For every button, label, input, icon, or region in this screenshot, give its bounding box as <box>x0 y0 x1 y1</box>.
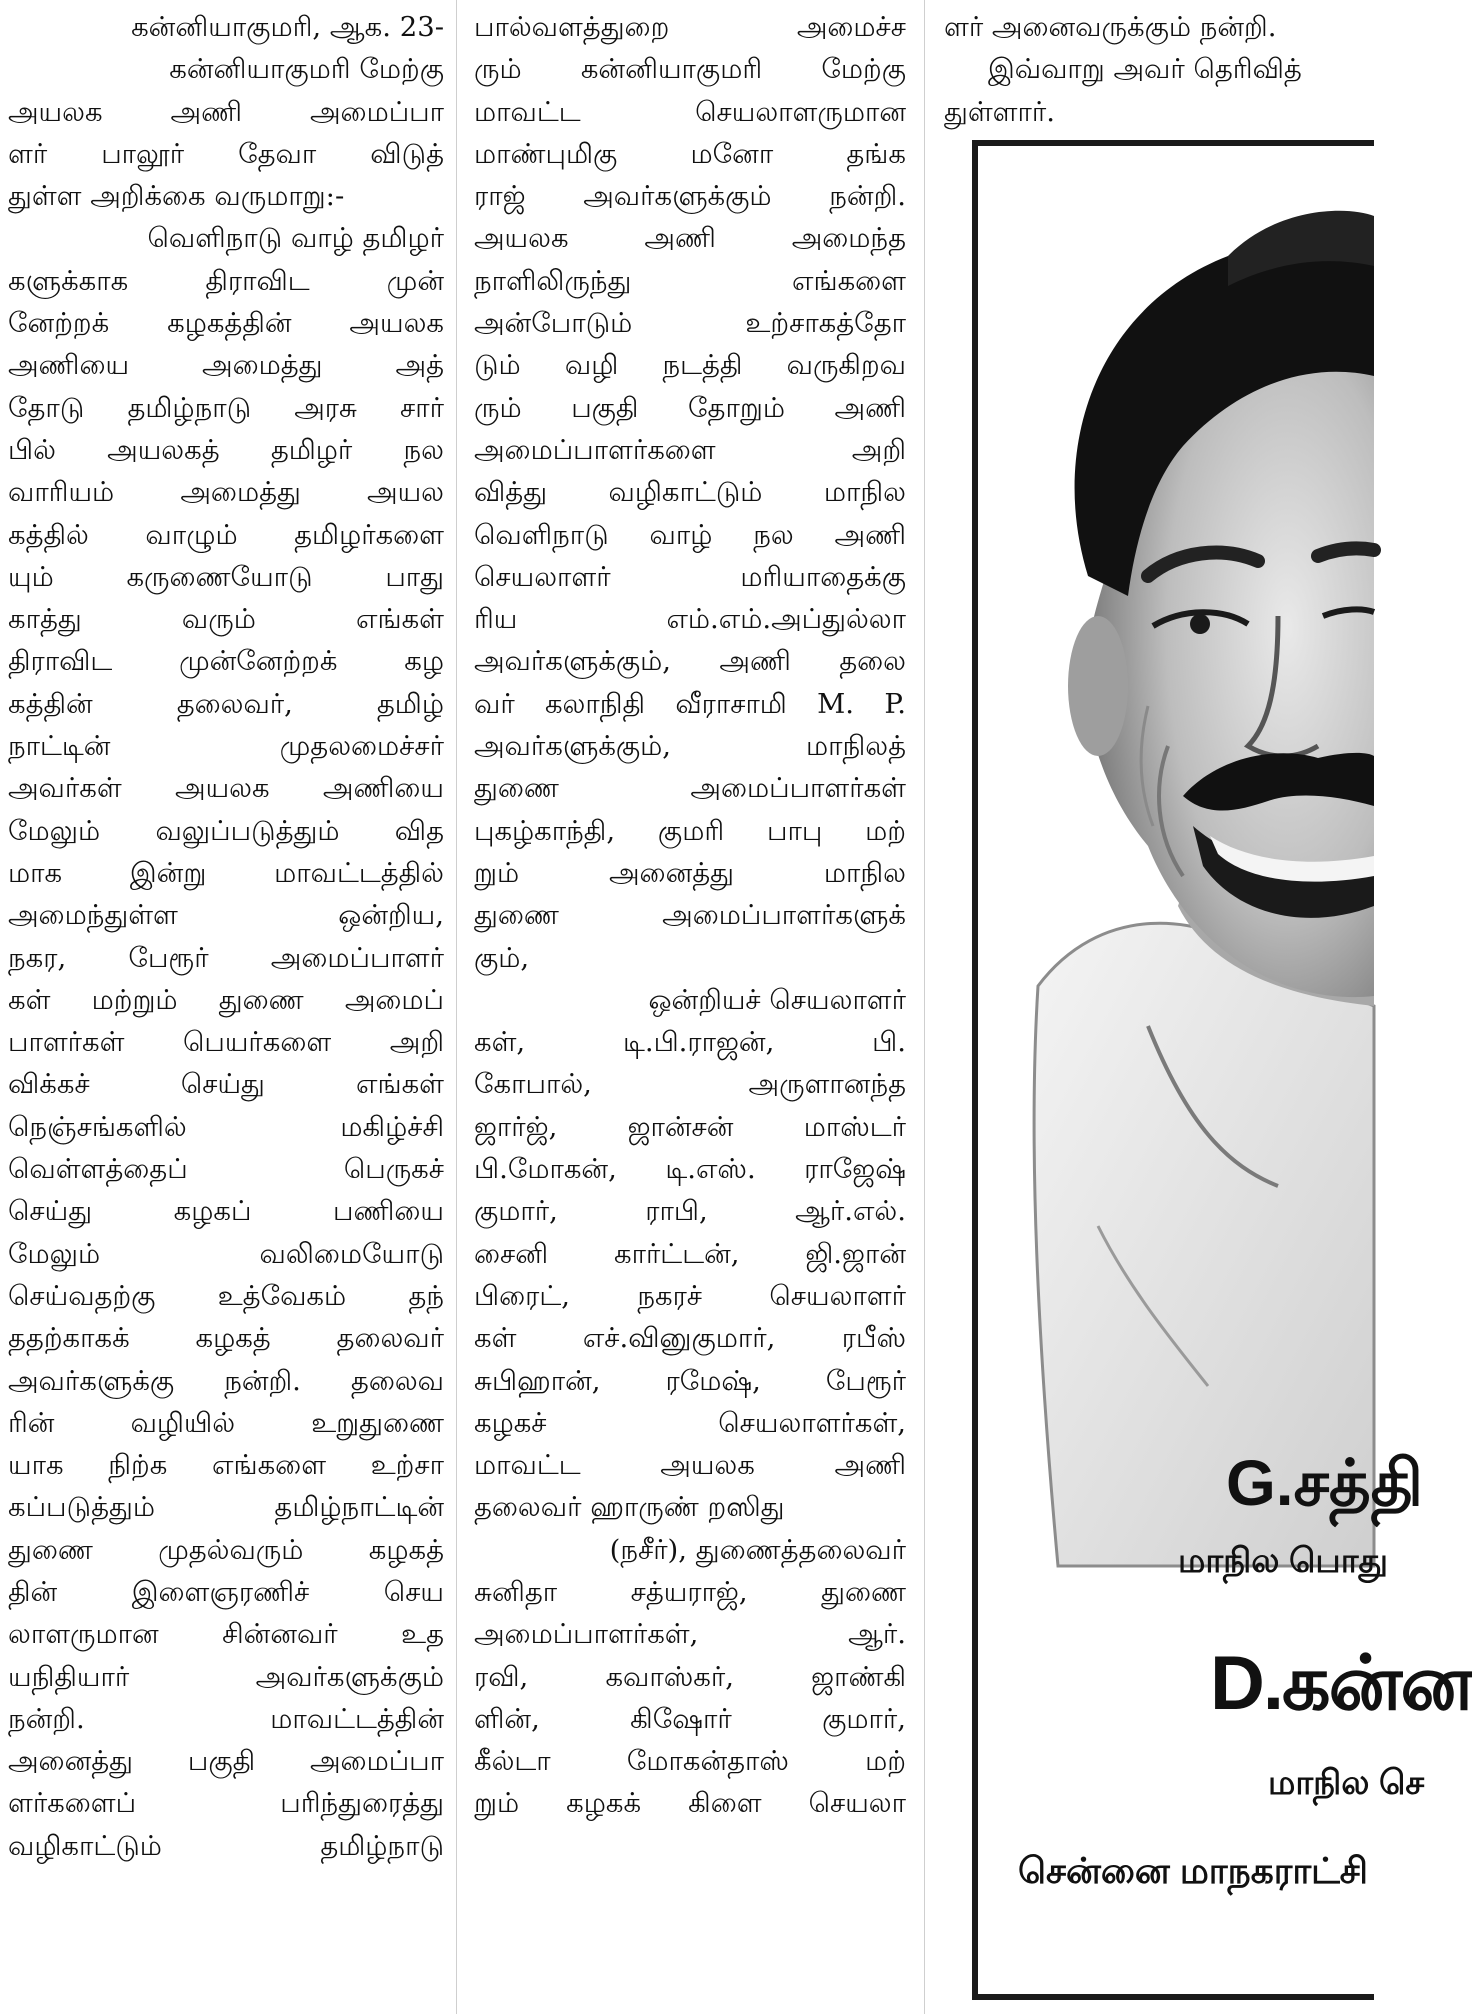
article-line: சுபிஹான், ரமேஷ், பேரூர் <box>474 1364 906 1397</box>
article-line: கள் மற்றும் துணை அமைப் <box>8 983 444 1016</box>
article-line: ளர் பாலூர் தேவா விடுத் <box>8 137 444 170</box>
article-line: சைனி கார்ட்டன், ஜி.ஜான் <box>474 1237 906 1270</box>
article-line: லாளருமான சின்னவர் உத <box>8 1618 444 1651</box>
article-line: நாளிலிருந்து எங்களை <box>474 264 906 297</box>
article-line: அயலக அணி அமைந்த <box>474 222 906 255</box>
article-line: நகர, பேரூர் அமைப்பாளர் <box>8 941 444 974</box>
article-line: துணை அமைப்பாளர்கள் <box>474 772 906 805</box>
article-line: நன்றி. மாவட்டத்தின் <box>8 1702 444 1735</box>
article-line: துள்ளார். <box>944 95 1055 128</box>
article-line: பாளர்கள் பெயர்களை அறி <box>8 1026 444 1059</box>
article-line: தோடு தமிழ்நாடு அரசு சார் <box>8 391 444 424</box>
article-line: அமைப்பாளர்கள், ஆர். <box>474 1618 906 1651</box>
article-line: குமார், ராபி, ஆர்.எல். <box>474 1195 906 1228</box>
article-line: யாக நிற்க எங்களை உற்சா <box>8 1449 444 1482</box>
article-line: களுக்காக திராவிட முன் <box>8 264 444 297</box>
article-line: ராஜ் அவர்களுக்கும் நன்றி. <box>474 180 906 213</box>
article-line: வெள்ளத்தைப் பெருகச் <box>8 1153 444 1186</box>
article-line: ளர் அனைவருக்கும் நன்றி. <box>944 11 1277 43</box>
article-line: மாவட்ட அயலக அணி <box>474 1449 906 1482</box>
article-line: வெளிநாடு வாழ் தமிழர் <box>147 222 444 255</box>
article-line: கன்னியாகுமரி மேற்கு <box>169 53 444 86</box>
article-line: அவர்களுக்கும், அணி தலை <box>474 645 906 678</box>
article-line: கப்படுத்தும் தமிழ்நாட்டின் <box>8 1491 444 1524</box>
article-line: ரும் கன்னியாகுமரி மேற்கு <box>474 53 906 86</box>
article-line: அயலக அணி அமைப்பா <box>8 95 444 128</box>
article-line: (நசீர்), துணைத்தலைவர் <box>609 1533 906 1566</box>
article-line: அணியை அமைத்து அத் <box>8 349 444 382</box>
article-line: துள்ள அறிக்கை வருமாறு:- <box>8 180 345 213</box>
article-line: துணை அமைப்பாளர்களுக் <box>474 899 906 932</box>
article-line: பில் அயலகத் தமிழர் நல <box>8 433 444 466</box>
article-line: கள் எச்.வினுகுமார், ரபீஸ் <box>474 1322 906 1355</box>
article-line: செயலாளர் மரியாதைக்கு <box>474 560 906 593</box>
article-line: ரும் பகுதி தோறும் அணி <box>474 391 906 424</box>
article-line: ரவி, கவாஸ்கர், ஜாண்கி <box>474 1660 906 1693</box>
article-line: வர் கலாநிதி வீராசாமி M. P. <box>474 687 906 720</box>
article-column-1 <box>8 6 444 1867</box>
article-line: யும் கருணையோடு பாது <box>8 560 444 593</box>
article-line: கத்தில் வாழும் தமிழர்களை <box>8 518 444 551</box>
ad-name-secondary: D.கன்ன <box>1210 1641 1472 1726</box>
advertisement-box <box>972 140 1472 2000</box>
article-line: வெளிநாடு வாழ் நல அணி <box>474 518 906 551</box>
column-rule <box>924 0 925 2014</box>
article-line: காத்து வரும் எங்கள் <box>8 603 444 636</box>
article-column-3 <box>944 6 1374 133</box>
article-line: புகழ்காந்தி, குமரி பாபு மற் <box>474 814 906 847</box>
article-line: கீல்டா மோகன்தாஸ் மற் <box>474 1745 906 1778</box>
article-line: கோபால், அருளானந்த <box>474 1068 906 1101</box>
article-line: பி.மோகன், டி.எஸ். ராஜேஷ் <box>474 1153 906 1186</box>
article-line: வாரியம் அமைத்து அயல <box>8 476 444 509</box>
article-line: வழிகாட்டும் தமிழ்நாடு <box>8 1829 444 1862</box>
article-line: துணை முதல்வரும் கழகத் <box>8 1533 444 1566</box>
ad-name-primary: G.சத்தி <box>1226 1447 1424 1519</box>
article-line: வித்து வழிகாட்டும் மாநில <box>474 476 906 509</box>
article-line: செய்து கழகப் பணியை <box>8 1195 444 1228</box>
article-line: அன்போடும் உற்சாகத்தோ <box>474 307 906 340</box>
leader-portrait <box>978 146 1374 1566</box>
article-line: அவர்களுக்கும், மாநிலத் <box>474 730 906 763</box>
article-line: மேலும் வலிமையோடு <box>8 1237 444 1270</box>
article-line: மாண்புமிகு மனோ தங்க <box>474 137 906 170</box>
article-column-2 <box>474 6 906 1825</box>
article-line: ளின், கிஷோர் குமார், <box>474 1702 906 1735</box>
ad-designation-secondary: மாநில செ <box>1268 1764 1425 1802</box>
article-line: விக்கச் செய்து எங்கள் <box>8 1068 444 1101</box>
article-line: னேற்றக் கழகத்தின் அயலக <box>8 307 444 340</box>
article-line: சுனிதா சத்யராஜ், துணை <box>474 1575 906 1608</box>
article-line: டும் வழி நடத்தி வருகிறவ <box>474 349 906 382</box>
article-line: கன்னியாகுமரி, ஆக. 23- <box>131 11 444 43</box>
column-rule <box>456 0 457 2014</box>
article-line: நெஞ்சங்களில் மகிழ்ச்சி <box>8 1110 444 1143</box>
article-line: அவர்கள் அயலக அணியை <box>8 772 444 805</box>
article-line: நாட்டின் முதலமைச்சர் <box>8 730 444 763</box>
article-line: யநிதியார் அவர்களுக்கும் <box>8 1660 444 1693</box>
article-line: மேலும் வலுப்படுத்தும் வித <box>8 814 444 847</box>
article-line: கள், டி.பி.ராஜன், பி. <box>474 1026 906 1059</box>
article-line: பால்வளத்துறை அமைச்ச <box>474 11 906 43</box>
article-line: ரிய எம்.எம்.அப்துல்லா <box>474 603 906 636</box>
article-line: கும், <box>474 941 530 974</box>
article-line: மாவட்ட செயலாளருமான <box>474 95 906 128</box>
article-line: கத்தின் தலைவர், தமிழ் <box>8 687 444 720</box>
ad-designation-primary: மாநில பொது <box>1178 1542 1388 1580</box>
article-line: மாக இன்று மாவட்டத்தில் <box>8 856 444 889</box>
article-line: ஒன்றியச் செயலாளர் <box>648 983 906 1016</box>
article-line: அனைத்து பகுதி அமைப்பா <box>8 1745 444 1778</box>
article-line: செய்வதற்கு உத்வேகம் தந் <box>8 1279 444 1312</box>
article-line: அமைப்பாளர்களை அறி <box>474 433 906 466</box>
article-line: ததற்காகக் கழகத் தலைவர் <box>8 1322 444 1355</box>
article-line: ளர்களைப் பரிந்துரைத்து <box>8 1787 444 1820</box>
article-line: றும் கழகக் கிளை செயலா <box>474 1787 906 1820</box>
article-line: றும் அனைத்து மாநில <box>474 856 906 889</box>
ad-office: சென்னை மாநகராட்சி <box>1018 1850 1368 1891</box>
article-line: தலைவர் ஹாருண் றஸிது <box>474 1491 785 1524</box>
article-line: ரின் வழியில் உறுதுணை <box>8 1406 444 1439</box>
article-line: அவர்களுக்கு நன்றி. தலைவ <box>8 1364 444 1397</box>
article-line: பிரைட், நகரச் செயலாளர் <box>474 1279 906 1312</box>
article-line: அமைந்துள்ள ஒன்றிய, <box>8 899 444 932</box>
article-line: இவ்வாறு அவர் தெரிவித் <box>988 53 1302 86</box>
article-line: ஜார்ஜ், ஜான்சன் மாஸ்டர் <box>474 1110 906 1143</box>
article-line: திராவிட முன்னேற்றக் கழ <box>8 645 444 678</box>
article-line: கழகச் செயலாளர்கள், <box>474 1406 906 1439</box>
article-line: தின் இளைஞரணிச் செய <box>8 1575 444 1608</box>
